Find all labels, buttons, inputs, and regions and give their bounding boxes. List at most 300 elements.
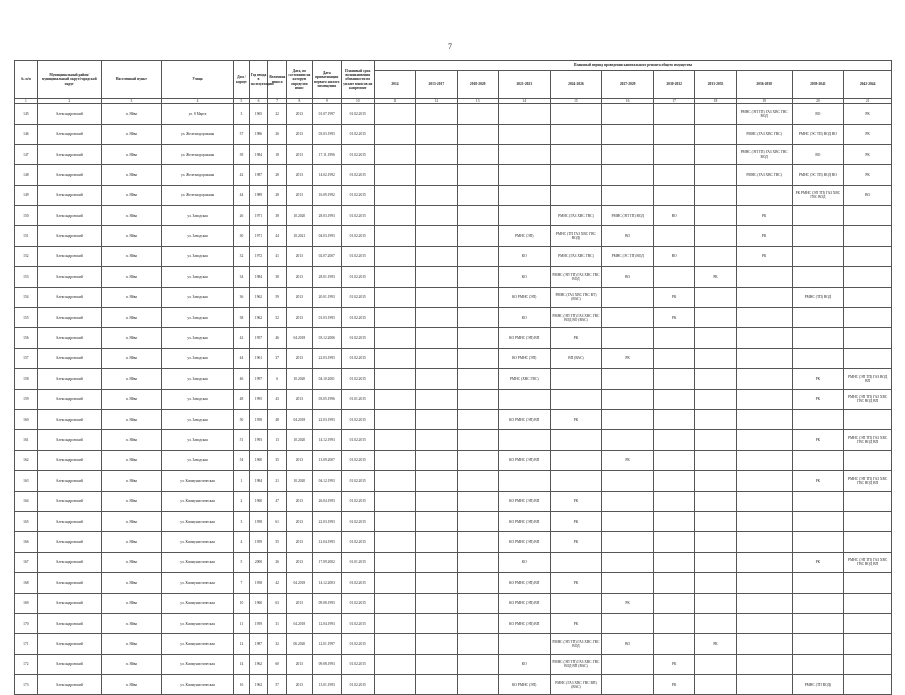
cell-period-work [695,654,736,674]
cell-year: 1961 [249,348,268,368]
cell-period-work: РМНС (ХВС ГВС) [498,369,550,389]
cell-period-work: РК [792,369,844,389]
cell-street: ул. Железнодорожная [161,124,233,144]
cell-period-work [374,511,415,531]
table-row [15,369,892,389]
cell-period-work [792,511,844,531]
header-priv-date: Дата приватизации первого жилого помещения [312,61,341,99]
cell-period-work: КО РМНС (ЭП) [498,287,550,307]
header-period: 2033-2035 [695,71,736,99]
cell-wear-date: 10.2021 [286,226,312,246]
cell-period-work [736,511,792,531]
cell-priv-date: 14.12.1993 [312,430,341,450]
cell-year: 1984 [249,267,268,287]
cell-period-work [416,144,457,164]
header-n: № п/п [15,61,38,99]
header-wear: Величина износа [268,61,287,99]
cell-settlement: п. Яйва [101,593,161,613]
cell-deadline: 01.02.2015 [341,206,374,226]
cell-wear-date: 2013 [286,389,312,409]
cell-period-work [792,450,844,470]
cell-period-work [374,369,415,389]
cell-row-number: 148 [15,165,38,185]
cell-deadline: 01.02.2015 [341,450,374,470]
header-plan-title: Плановый период проведения капитального ремонта общего имущества [374,61,891,71]
cell-row-number: 168 [15,573,38,593]
cell-period-work [653,369,694,389]
cell-period-work [844,613,892,633]
cell-period-work [457,287,498,307]
cell-period-work [736,532,792,552]
cell-period-work: РМНС (ЭП ТП) ГАЗ ХВС ГВС ВОД ВП [844,471,892,491]
cell-period-work [653,185,694,205]
cell-period-work [602,491,654,511]
table-row [15,185,892,205]
cell-period-work [736,634,792,654]
cell-row-number: 167 [15,552,38,572]
cell-wear: 46 [268,328,287,348]
cell-wear-date: 2013 [286,308,312,328]
cell-period-work [736,287,792,307]
cell-period-work: РК [792,552,844,572]
cell-period-work [602,369,654,389]
table-row [15,573,892,593]
cell-deadline: 01.02.2015 [341,185,374,205]
cell-period-work [695,226,736,246]
cell-period-work [602,124,654,144]
cell-settlement: п. Яйва [101,328,161,348]
cell-period-work [457,593,498,613]
cell-period-work: КО РМНС (ЭП) ВП [498,491,550,511]
cell-row-number: 165 [15,511,38,531]
cell-period-work [602,144,654,164]
cell-period-work [457,675,498,695]
cell-priv-date: 09.08.1993 [312,593,341,613]
header-period: 2027-2029 [602,71,654,99]
cell-period-work: ВО [653,206,694,226]
cell-period-work: ВО [602,267,654,287]
cell-wear-date: 10.2020 [286,430,312,450]
column-number: 1 [15,99,38,104]
column-number: 17 [653,99,694,104]
cell-period-work [416,409,457,429]
cell-period-work: РК [653,287,694,307]
cell-period-work [653,573,694,593]
cell-period-work [416,246,457,266]
cell-house: 5 [234,552,250,572]
cell-period-work: РК [844,144,892,164]
cell-period-work: РМНС (ГАЗ ХВС ГВС ВТ) (ВАС) [550,287,602,307]
cell-settlement: п. Яйва [101,491,161,511]
cell-district: Александровский [37,593,101,613]
cell-period-work: РМНС (ТП ГАЗ ХВС ГВС ВОД) [550,226,602,246]
cell-period-work [416,348,457,368]
cell-wear-date: 2013 [286,287,312,307]
cell-period-work: КО РМНС (ЭП) ВП [498,328,550,348]
cell-period-work [498,471,550,491]
cell-wear: 63 [268,593,287,613]
cell-priv-date: 20.01.1993 [312,287,341,307]
table-row [15,654,892,674]
cell-period-work: РК [653,675,694,695]
cell-period-work: РК [736,246,792,266]
cell-period-work [457,124,498,144]
cell-period-work [457,409,498,429]
cell-period-work [653,409,694,429]
header-period: 2018-2020 [457,71,498,99]
cell-house: 3 [234,511,250,531]
cell-settlement: п. Яйва [101,409,161,429]
cell-wear: 59 [268,287,287,307]
column-number: 2 [37,99,101,104]
table-row [15,552,892,572]
cell-wear-date: 2013 [286,654,312,674]
cell-house: 4 [234,532,250,552]
cell-period-work [498,165,550,185]
cell-street: ул. Коммунистическая [161,675,233,695]
cell-period-work [550,389,602,409]
cell-period-work [416,532,457,552]
cell-period-work: КО [498,308,550,328]
cell-row-number: 171 [15,634,38,654]
table-row [15,675,892,695]
cell-district: Александровский [37,573,101,593]
cell-period-work [457,430,498,450]
cell-wear: 38 [268,267,287,287]
cell-street: ул. Коммунистическая [161,573,233,593]
cell-period-work [374,552,415,572]
cell-street: ул. Железнодорожная [161,144,233,164]
cell-period-work: РК [602,593,654,613]
cell-row-number: 159 [15,389,38,409]
header-period: 2015-2017 [416,71,457,99]
cell-period-work [736,389,792,409]
cell-street: ул. Заводская [161,369,233,389]
cell-house: 7 [234,573,250,593]
cell-period-work [602,328,654,348]
cell-house: 36 [234,287,250,307]
cell-period-work: КО РМНС (ЭП) [498,348,550,368]
cell-settlement: п. Яйва [101,532,161,552]
cell-settlement: п. Яйва [101,124,161,144]
cell-settlement: п. Яйва [101,654,161,674]
cell-period-work [736,185,792,205]
page-number: 7 [448,42,452,51]
cell-settlement: п. Яйва [101,287,161,307]
cell-row-number: 172 [15,654,38,674]
column-number: 7 [268,99,287,104]
cell-settlement: п. Яйва [101,144,161,164]
cell-street: ул. Заводская [161,308,233,328]
cell-period-work [498,185,550,205]
cell-wear-date: 2013 [286,593,312,613]
cell-period-work [695,185,736,205]
header-period: 2039-2041 [792,71,844,99]
cell-year: 1987 [249,165,268,185]
cell-street: ул. Заводская [161,389,233,409]
cell-period-work [550,593,602,613]
cell-priv-date: 12.04.1993 [312,532,341,552]
cell-period-work [736,471,792,491]
cell-house: 44 [234,185,250,205]
cell-period-work [695,471,736,491]
cell-priv-date: 28.03.1993 [312,206,341,226]
cell-row-number: 162 [15,450,38,470]
cell-settlement: п. Яйва [101,267,161,287]
cell-deadline: 01.02.2015 [341,369,374,389]
cell-period-work: РМНС (ГАЗ ХВС ГВС) [550,246,602,266]
cell-deadline: 01.02.2015 [341,491,374,511]
header-street: Улица [161,61,233,99]
cell-wear: 31 [268,613,287,633]
cell-house: 16 [234,675,250,695]
cell-period-work: РК [844,104,892,124]
cell-period-work: РК [653,654,694,674]
cell-period-work [736,654,792,674]
cell-period-work [457,308,498,328]
cell-street: ул. Коммунистическая [161,491,233,511]
cell-period-work [653,226,694,246]
cell-period-work: РМНС (ЭС ТП) ВОД ВО [792,165,844,185]
cell-period-work [457,613,498,633]
cell-period-work [844,348,892,368]
cell-wear: 57 [268,675,287,695]
cell-period-work [844,450,892,470]
cell-period-work [653,328,694,348]
cell-priv-date: 26.04.1993 [312,491,341,511]
cell-period-work [736,573,792,593]
cell-wear: 32 [268,634,287,654]
cell-period-work [374,267,415,287]
cell-period-work: КО РМНС (ЭП) ВП [498,573,550,593]
cell-year: 1960 [249,491,268,511]
cell-year: 1993 [249,430,268,450]
cell-district: Александровский [37,654,101,674]
cell-period-work [695,552,736,572]
cell-house: 32 [234,246,250,266]
cell-priv-date: 03.05.1996 [312,389,341,409]
cell-period-work [602,104,654,124]
cell-wear-date: 10.2020 [286,471,312,491]
cell-period-work [736,308,792,328]
cell-period-work [653,104,694,124]
cell-period-work: КО РМНС (ЭП) ВП [498,450,550,470]
cell-district: Александровский [37,226,101,246]
table-row [15,246,892,266]
cell-row-number: 160 [15,409,38,429]
cell-period-work: РМНС (ГАЗ ХВС ГВС) [736,165,792,185]
cell-period-work [653,450,694,470]
cell-period-work [602,573,654,593]
cell-row-number: 166 [15,532,38,552]
table-row [15,409,892,429]
cell-period-work [653,552,694,572]
cell-period-work [498,389,550,409]
cell-period-work: РК [695,267,736,287]
cell-period-work [550,144,602,164]
cell-period-work [374,409,415,429]
cell-period-work [736,613,792,633]
cell-period-work [792,613,844,633]
cell-year: 1989 [249,185,268,205]
cell-wear-date: 2013 [286,348,312,368]
cell-period-work: РК [550,328,602,348]
cell-row-number: 152 [15,246,38,266]
cell-year: 1958 [249,511,268,531]
cell-row-number: 149 [15,185,38,205]
cell-period-work [844,654,892,674]
cell-period-work: РК [602,348,654,368]
cell-house: 1 [234,471,250,491]
cell-settlement: п. Яйва [101,675,161,695]
cell-period-work: РМНС (ЭС ТП) ВОД ВО [792,124,844,144]
cell-period-work [416,552,457,572]
cell-period-work [416,511,457,531]
cell-period-work: РМНС (ЭП) [498,226,550,246]
register-table [14,60,892,695]
column-number: 10 [341,99,374,104]
column-number: 5 [234,99,250,104]
cell-period-work: РК [844,124,892,144]
cell-period-work: КО РМНС (ЭП) ВП [498,409,550,429]
cell-year: 1958 [249,573,268,593]
cell-period-work [550,552,602,572]
cell-period-work [457,634,498,654]
cell-year: 1957 [249,328,268,348]
cell-wear: 26 [268,552,287,572]
cell-deadline: 01.02.2015 [341,124,374,144]
cell-period-work: РМНС (ЭС ТП) ВОД [602,246,654,266]
cell-period-work: РМНС (ЭП ТП) ГАЗ ХВС ГВС ВОД [550,634,602,654]
cell-deadline: 01.02.2015 [341,471,374,491]
table-row [15,593,892,613]
cell-period-work [416,226,457,246]
cell-period-work: РК [844,165,892,185]
cell-wear-date: 2013 [286,165,312,185]
cell-house: 10 [234,593,250,613]
cell-deadline: 01.02.2015 [341,593,374,613]
cell-wear: 52 [268,308,287,328]
cell-period-work [416,573,457,593]
cell-period-work: РМНС (ЭП ТП) ГАЗ ХВС ГВС ВОД [736,144,792,164]
cell-period-work [792,348,844,368]
cell-wear-date: 2013 [286,675,312,695]
cell-wear-date: 2013 [286,185,312,205]
cell-street: ул. Железнодорожная [161,185,233,205]
cell-settlement: п. Яйва [101,471,161,491]
cell-settlement: п. Яйва [101,246,161,266]
cell-period-work [695,246,736,266]
cell-wear-date: 04.2018 [286,573,312,593]
cell-period-work [550,185,602,205]
header-district: Муниципальный район/ муниципальный округ/городской округ [37,61,101,99]
cell-wear-date: 2013 [286,532,312,552]
cell-deadline: 01.02.2015 [341,675,374,695]
cell-period-work [695,409,736,429]
cell-house: 44 [234,348,250,368]
cell-period-work [792,634,844,654]
table-row [15,613,892,633]
column-number: 9 [312,99,341,104]
cell-period-work [695,613,736,633]
cell-period-work [602,471,654,491]
header-deadline: Плановый срок возникновения обязанности по уплате взносов на капремонт [341,61,374,99]
cell-district: Александровский [37,613,101,633]
cell-period-work [374,613,415,633]
cell-period-work: КО РМНС (ЭП) ВП [498,511,550,531]
cell-settlement: п. Яйва [101,308,161,328]
cell-wear: 42 [268,573,287,593]
cell-wear: 13 [268,430,287,450]
cell-wear-date: 04.2018 [286,409,312,429]
cell-period-work [374,491,415,511]
cell-period-work: ВО [792,144,844,164]
cell-district: Александровский [37,165,101,185]
cell-year: 1958 [249,409,268,429]
cell-wear-date: 10.2020 [286,369,312,389]
cell-settlement: п. Яйва [101,511,161,531]
cell-period-work [374,328,415,348]
cell-deadline: 01.02.2015 [341,287,374,307]
cell-street: ул. Заводская [161,287,233,307]
cell-district: Александровский [37,409,101,429]
cell-house: 30 [234,226,250,246]
cell-settlement: п. Яйва [101,613,161,633]
cell-period-work [792,308,844,328]
cell-period-work: РМНС (ЭП ТП) ГАЗ ХВС ГВС ВОД ВО (ВАС) [550,308,602,328]
cell-period-work: РМНС (ЭП ТП) ГАЗ ХВС ГВС ВОД ВП (ВАС) [550,654,602,674]
cell-period-work [416,185,457,205]
cell-year: 1995 [249,389,268,409]
cell-priv-date: 17.11.1996 [312,144,341,164]
cell-deadline: 01.02.2015 [341,532,374,552]
cell-period-work [844,593,892,613]
column-number: 16 [602,99,654,104]
table-row [15,532,892,552]
cell-deadline: 01.02.2015 [341,104,374,124]
cell-district: Александровский [37,308,101,328]
cell-period-work [374,246,415,266]
cell-period-work [550,369,602,389]
cell-house: 38 [234,308,250,328]
cell-district: Александровский [37,430,101,450]
cell-period-work [792,206,844,226]
cell-wear: 48 [268,409,287,429]
cell-district: Александровский [37,634,101,654]
cell-deadline: 01.02.2015 [341,328,374,348]
cell-district: Александровский [37,267,101,287]
cell-wear: 35 [268,450,287,470]
header-house: Дом / корпус [234,61,250,99]
cell-period-work [374,430,415,450]
cell-street: ул. Коммунистическая [161,654,233,674]
cell-period-work [695,491,736,511]
cell-period-work [736,267,792,287]
cell-district: Александровский [37,246,101,266]
cell-settlement: п. Яйва [101,573,161,593]
cell-row-number: 151 [15,226,38,246]
cell-period-work [416,654,457,674]
cell-district: Александровский [37,369,101,389]
cell-street: ул. Коммунистическая [161,613,233,633]
cell-period-work [736,675,792,695]
cell-period-work [602,552,654,572]
cell-settlement: п. Яйва [101,369,161,389]
cell-district: Александровский [37,471,101,491]
cell-period-work [695,308,736,328]
table-row [15,450,892,470]
cell-house: 37 [234,124,250,144]
